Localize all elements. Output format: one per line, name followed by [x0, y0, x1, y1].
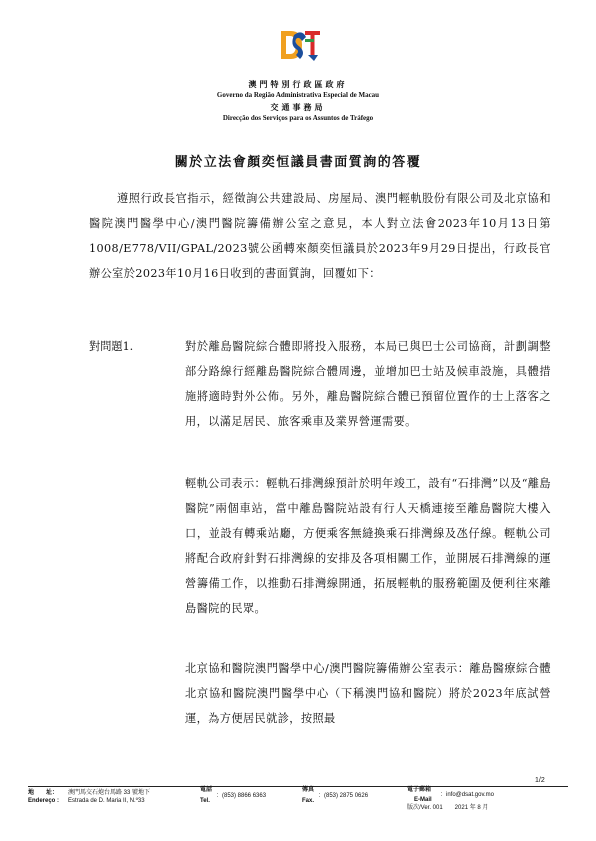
- footer-address-label-cn: 地 址：: [28, 790, 59, 796]
- department-name-cn: 交通事務局: [270, 102, 326, 112]
- question-label: 對問題1.: [89, 340, 134, 353]
- footer-tel-label-cn: 電話: [200, 787, 213, 793]
- footer-tel: ：(853) 8866 6363: [216, 793, 267, 799]
- footer-email-label-pt: E-Mail: [414, 797, 432, 803]
- logo-t-bar: [305, 31, 320, 35]
- logo-arrow: [308, 55, 318, 61]
- answer-paragraph-2: 輕軌公司表示：輕軌石排灣線預計於明年竣工，設有“石排灣”以及“離島醫院”兩個車站，當中離島醫院站設有行人天橋連接至離島醫院大樓入口，並設有轉乘站廳，方便乘客無縫換乘石排灣線及氹仔線。輕軌公司將配合政府針對石排灣線的安排及各項相關工作，並開展石排灣線的運營籌備工作，以推動石排灣線開通，拓展輕軌的服務範圍及便利往來離島醫院的民眾。: [185, 477, 551, 615]
- answer-paragraph-1: 對於離島醫院綜合體即將投入服務，本局已與巴士公司協商，計劃調整部分路線行經離島醫院綜合體周邊，並增加巴士站及候車設施，具體措施將適時對外公佈。另外，離島醫院綜合體已預留位置作的士上落客之用，以滿足居民、旅客乘車及業界營運需要。: [185, 340, 551, 428]
- footer-address-cn: 澳門馬交石炮台馬路 33 號地下: [68, 790, 151, 796]
- page-number: 1/2: [535, 777, 545, 784]
- footer-divider: [28, 786, 568, 787]
- footer-fax-label-cn: 傳真: [302, 787, 315, 793]
- intro-paragraph: 遵照行政長官指示，經徵詢公共建設局、房屋局、澳門輕軌股份有限公司及北京協和醫院澳門醫學中心/澳門醫院籌備辦公室之意見，本人對立法會2023年10月13日第1008/E778/VII/GPAL/2023號公函轉來顏奕恒議員於2023年9月29日提出，行政長官辦公室於2023年10月16日收到的書面質詢，回覆如下：: [89, 192, 551, 280]
- government-name-cn: 澳門特別行政區政府: [248, 79, 348, 89]
- footer-fax: ：(853) 2875 0626: [318, 793, 369, 799]
- footer-address-label-pt: Endereço :: [28, 798, 60, 804]
- answer-paragraph-3: 北京協和醫院澳門醫學中心/澳門醫院籌備辦公室表示：離島醫療綜合體北京協和醫院澳門醫學中心（下稱澳門協和醫院）將於2023年底試營運，為方便居民就診，按照最: [185, 662, 551, 725]
- department-name-pt: Direcção dos Serviços para os Assuntos de Tráfego: [222, 114, 374, 122]
- footer-version: 版次/Ver. 001 2021 年 8 月: [407, 805, 489, 811]
- footer-email-label-cn: 電子郵箱: [407, 787, 432, 793]
- footer-tel-label-pt: Tel.: [200, 798, 210, 804]
- logo-t-stem: [311, 35, 315, 55]
- footer-address-pt: Estrada de D. Maria II, N.º33: [68, 798, 145, 804]
- document-title: 關於立法會顏奕恒議員書面質詢的答覆: [174, 155, 422, 170]
- footer-email: ：info@dsat.gov.mo: [440, 792, 495, 798]
- footer-fax-label-pt: Fax.: [302, 798, 315, 804]
- logo-green-bar: [305, 39, 314, 42]
- government-name-pt: Governo da Região Administrativa Especial de Macau: [216, 91, 380, 99]
- dsat-logo: [278, 23, 322, 67]
